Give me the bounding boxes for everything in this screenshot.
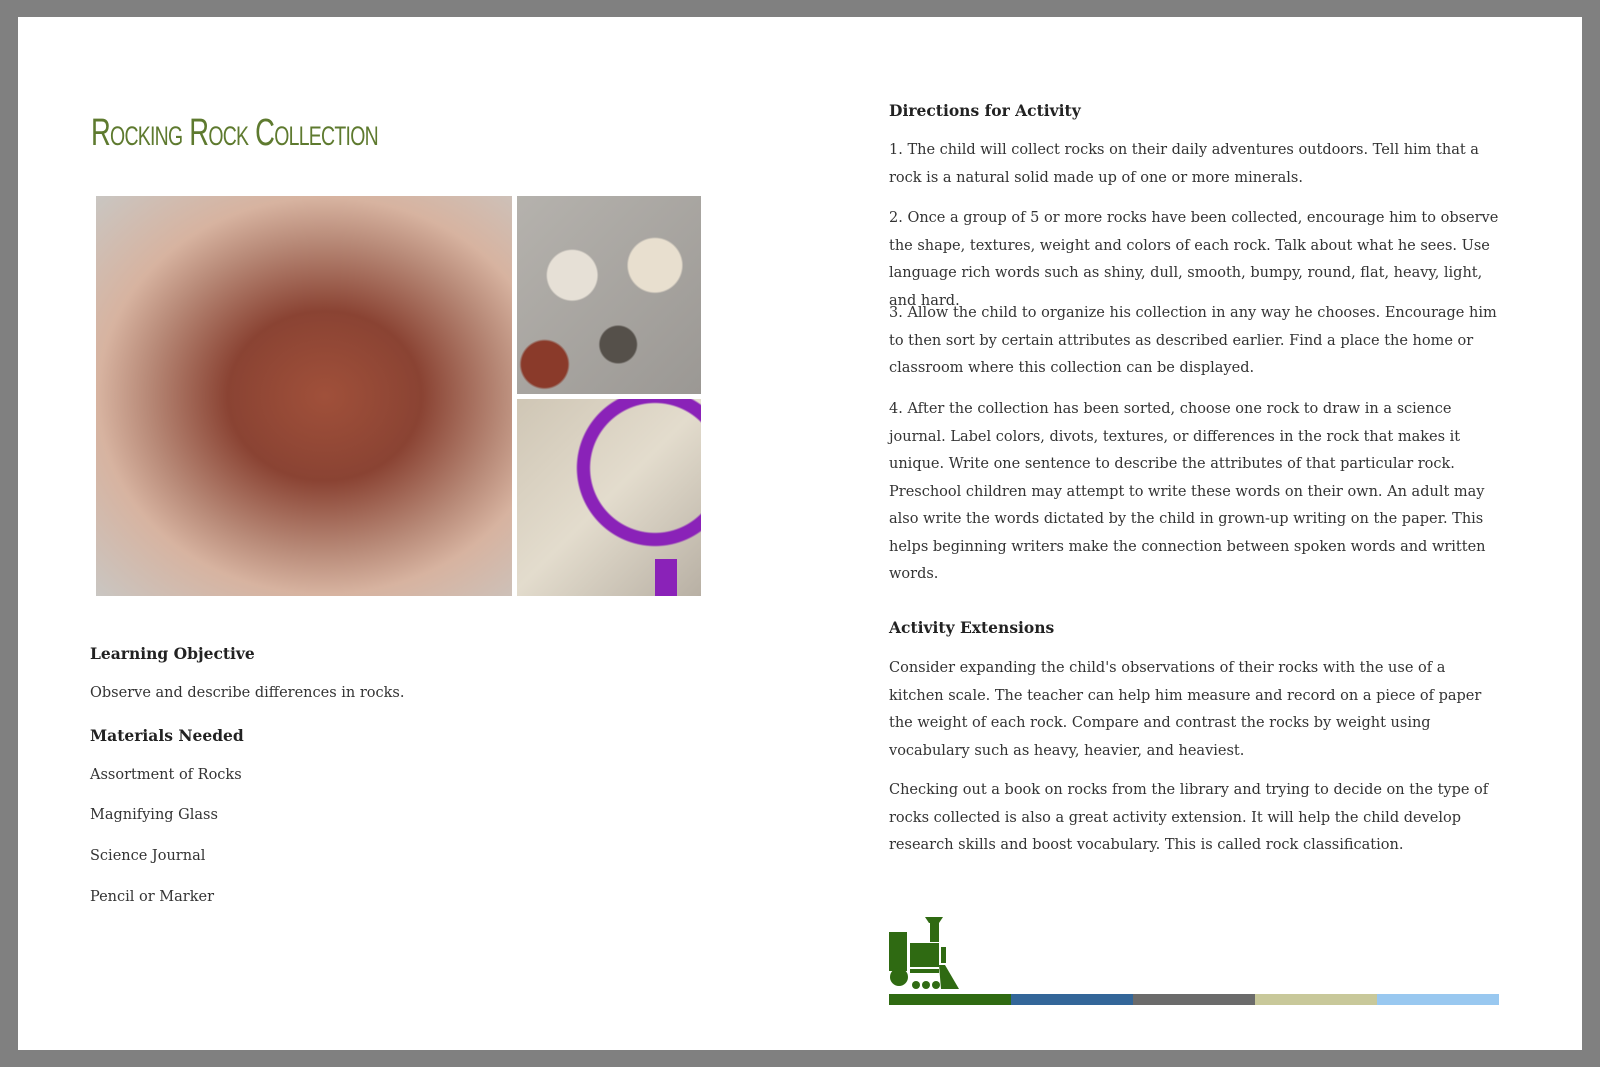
material-item: Assortment of Rocks xyxy=(90,767,242,783)
extension-paragraph: Consider expanding the child's observations of their rocks with the use of a kitchen scale. The teacher can help him measure and record on a piece of paper the weight of each rock. Compare and contrast the rocks by weight using vocabulary such as heavy, heavier, and heaviest. xyxy=(889,660,1482,759)
photo-collage xyxy=(96,196,701,596)
material-item: Science Journal xyxy=(90,848,206,864)
objective-heading: Learning Objective xyxy=(90,644,255,663)
page-title: Rocking Rock Collection xyxy=(91,112,378,154)
material-item: Pencil or Marker xyxy=(90,889,215,905)
extensions-heading: Activity Extensions xyxy=(889,618,1055,637)
directions-heading: Directions for Activity xyxy=(889,101,1081,120)
direction-step: 3. Allow the child to organize his collection in any way he chooses. Encourage him to then sort by certain attributes as described earlier. Find a place the home or classroom where this collection can be displayed. xyxy=(889,305,1497,376)
objective-text: Observe and describe differences in rocks. xyxy=(90,685,405,701)
footer-bar-segment xyxy=(1011,994,1133,1005)
train-icon xyxy=(889,917,964,992)
magnifier-handle xyxy=(655,559,677,596)
footer-bar-segment xyxy=(1133,994,1255,1005)
petrified-wood-photo xyxy=(96,196,512,596)
footer-bar-segment xyxy=(1377,994,1499,1005)
magnifying-glass-photo xyxy=(517,399,701,596)
direction-step: 1. The child will collect rocks on their daily adventures outdoors. Tell him that a rock is a natural solid made up of one or more minerals. xyxy=(889,142,1479,186)
rocks-photo xyxy=(517,196,701,394)
material-item: Magnifying Glass xyxy=(90,807,218,823)
direction-step: 4. After the collection has been sorted, choose one rock to draw in a science journal. Label colors, divots, textures, or differences in the rock that makes it unique. Write one sentence to describe the attributes of that particular rock. Preschool children may attempt to write these words on their own. An adult may also write the words dictated by the child in grown-up writing on the paper. This helps beginning writers make the connection between spoken words and written words. xyxy=(889,401,1486,582)
footer-bar-segment xyxy=(1255,994,1377,1005)
extension-paragraph: Checking out a book on rocks from the library and trying to decide on the type of rocks collected is also a great activity extension. It will help the child develop research skills and boost vocabulary. This is called rock classification. xyxy=(889,782,1489,853)
direction-step: 2. Once a group of 5 or more rocks have been collected, encourage him to observe the shape, textures, weight and colors of each rock. Talk about what he sees. Use language rich words such as shiny, dull, smooth, bumpy, round, flat, heavy, light, and hard. xyxy=(889,210,1499,309)
materials-heading: Materials Needed xyxy=(90,726,244,745)
footer-bar-segment xyxy=(889,994,1011,1005)
